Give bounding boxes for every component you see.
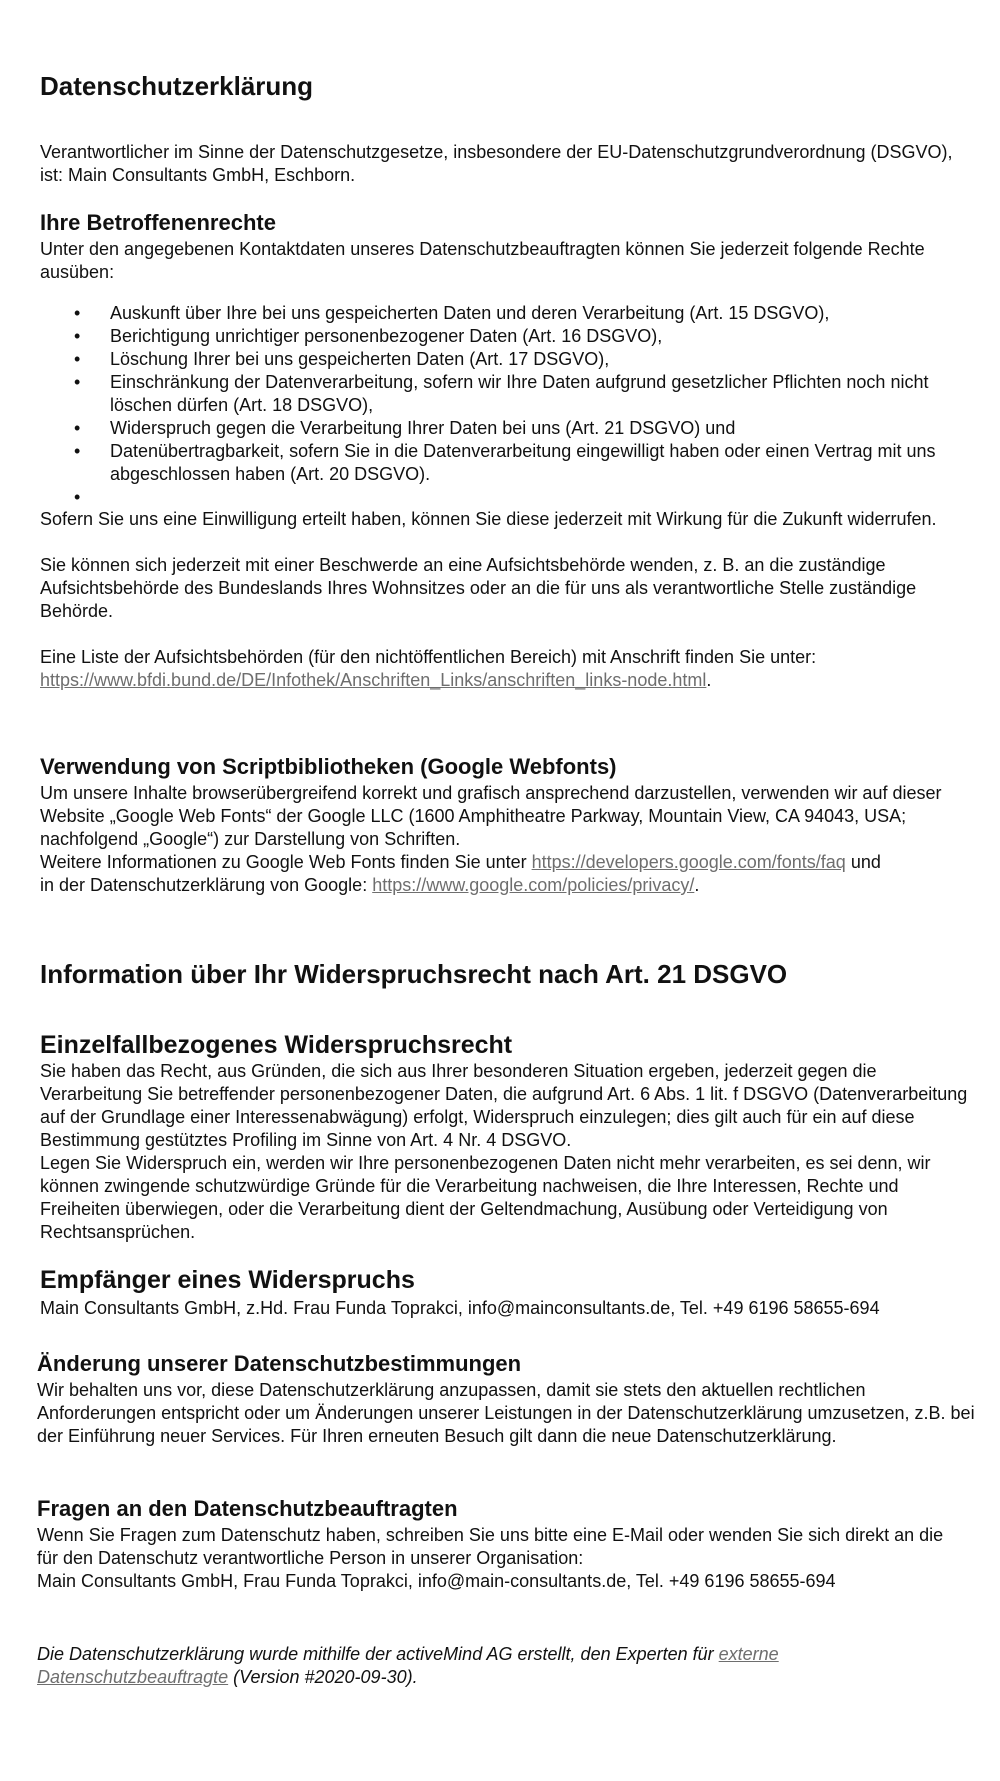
list-item-text: Datenübertragbarkeit, sofern Sie in die Datenverarbeitung eingewilligt haben oder einen Vertrag mit uns abgeschlossen haben (Art. 20 DSGVO).: [110, 441, 936, 484]
list-item: [40, 486, 970, 509]
authority-list-paragraph: [40, 646, 970, 692]
bullet: •: [74, 303, 81, 323]
list-item: [40, 325, 970, 348]
list-item: [40, 302, 970, 325]
list-item: [40, 371, 970, 417]
list-item: [40, 417, 970, 440]
bullet: •: [74, 372, 81, 392]
footer-note: [37, 1643, 937, 1689]
consent-paragraph: Sofern Sie uns eine Einwilligung erteilt haben, können Sie diese jederzeit mit Wirkung für die Zukunft widerrufen.: [40, 509, 937, 529]
page-title: Datenschutzerklärung: [40, 71, 314, 101]
complaint-paragraph: Sie können sich jederzeit mit einer Beschwerde an eine Aufsichtsbehörde wenden, z. B. an die zuständige Aufsichtsbehörde des Bundeslands Ihres Wohnsitzes oder an die für uns als verantwortliche Stelle zuständige Behörde.: [40, 555, 917, 621]
authority-list-text: Eine Liste der Aufsichtsbehörden (für den nichtöffentlichen Bereich) mit Anschrift finden Sie unter:: [40, 647, 817, 667]
list-item-text: Löschung Ihrer bei uns gespeicherten Daten (Art. 17 DSGVO),: [110, 349, 610, 369]
questions-contact: Main Consultants GmbH, Frau Funda Toprakci, info@main-consultants.de, Tel. +49 6196 58655-694: [37, 1571, 836, 1591]
changes-paragraph: Wir behalten uns vor, diese Datenschutzerklärung anzupassen, damit sie stets den aktuellen rechtlichen Anforderungen entspricht oder um Änderungen unserer Leistungen in der Datenschutzerklärung umzusetzen, z.B. bei der Einführung neuer Services. Für Ihren erneuten Besuch gilt dann die neue Datenschutzerklärung.: [37, 1380, 975, 1446]
list-item: [40, 440, 970, 486]
changes-heading: Änderung unserer Datenschutzbestimmungen: [37, 1351, 522, 1376]
google-privacy-text: in der Datenschutzerklärung von Google:: [40, 875, 373, 895]
webfonts-more-text: Weitere Informationen zu Google Web Fonts finden Sie unter https://developers.google.com/fonts/faq und: [40, 852, 881, 872]
objection-subheading: Einzelfallbezogenes Widerspruchsrecht: [40, 1031, 513, 1059]
webfonts-more-info: Weitere Informationen zu Google Web Fonts finden Sie unter https://developers.google.com/fonts/faq und in der Datenschutzerklärung von Google: https://www.google.com/policies/privacy/.: [40, 852, 881, 895]
recipient-heading: Empfänger eines Widerspruchs: [40, 1266, 415, 1294]
footer-text: Die Datenschutzerklärung wurde mithilfe der activeMind AG erstellt, den Experten für: [37, 1644, 719, 1664]
objection-paragraph-2: Legen Sie Widerspruch ein, werden wir Ihre personenbezogenen Daten nicht mehr verarbeiten, es sei denn, wir können zwingende schutzwürdige Gründe für die Verarbeitung nachweisen, die Ihre Interessen, Rechte und Freiheiten überwiegen, oder die Verarbeitung dient der Geltendmachung, Ausübung oder Verteidigung von Rechtsansprüchen.: [40, 1153, 931, 1242]
rights-heading: Ihre Betroffenenrechte: [40, 210, 276, 235]
bullet: •: [74, 487, 81, 507]
questions-heading: Fragen an den Datenschutzbeauftragten: [37, 1496, 458, 1521]
questions-paragraph: Wenn Sie Fragen zum Datenschutz haben, schreiben Sie uns bitte eine E-Mail oder wenden Sie sich direkt an die für den Datenschutz verantwortliche Person in unserer Organisation:: [37, 1525, 944, 1568]
footer-version: (Version #2020-09-30).: [228, 1667, 418, 1687]
objection-paragraph-1: Sie haben das Recht, aus Gründen, die sich aus Ihrer besonderen Situation ergeben, jederzeit gegen die Verarbeitung Sie betreffender personenbezogener Daten, die aufgrund Art. 6 Abs. 1 lit. f DSGVO (Datenverarbeitung auf der Grundlage einer Interessenabwägung) erfolgt, Widerspruch einzulegen; dies gilt auch für ein auf diese Bestimmung gestütztes Profiling im Sinne von Art. 4 Nr. 4 DSGVO.: [40, 1061, 968, 1150]
period: .: [706, 670, 712, 690]
recipient-text: Main Consultants GmbH, z.Hd. Frau Funda Toprakci, info@mainconsultants.de, Tel. +49 6196 58655-694: [40, 1298, 880, 1318]
bullet: •: [74, 326, 81, 346]
bfdi-link[interactable]: https://www.bfdi.bund.de/DE/Infothek/Anschriften_Links/anschriften_links-node.html: [40, 670, 707, 690]
rights-list: [40, 302, 970, 509]
intro-paragraph: Verantwortlicher im Sinne der Datenschutzgesetze, insbesondere der EU-Datenschutzgrundverordnung (DSGVO), ist: Main Consultants GmbH, Eschborn.: [40, 142, 953, 185]
list-item-text: Auskunft über Ihre bei uns gespeicherten Daten und deren Verarbeitung (Art. 15 DSGVO),: [110, 303, 830, 323]
objection-heading: Information über Ihr Widerspruchsrecht nach Art. 21 DSGVO: [40, 959, 788, 989]
bullet: •: [74, 349, 81, 369]
external-dpo-link[interactable]: externe Datenschutzbeauftragte: [37, 1644, 779, 1687]
list-item-text: Berichtigung unrichtiger personenbezogener Daten (Art. 16 DSGVO),: [110, 326, 663, 346]
google-privacy-link[interactable]: https://www.google.com/policies/privacy/: [372, 875, 695, 895]
webfonts-paragraph: Um unsere Inhalte browserübergreifend korrekt und grafisch ansprechend darzustellen, verwenden wir auf dieser Website „Google Web Fonts“ der Google LLC (1600 Amphitheatre Parkway, Mountain View, CA 94043, USA; nachfolgend „Google“) zur Darstellung von Schriften.: [40, 783, 942, 849]
webfonts-heading: Verwendung von Scriptbibliotheken (Google Webfonts): [40, 754, 617, 779]
list-item-text: Einschränkung der Datenverarbeitung, sofern wir Ihre Daten aufgrund gesetzlicher Pflichten noch nicht löschen dürfen (Art. 18 DSGVO),: [110, 372, 929, 415]
bullet: •: [74, 441, 81, 461]
rights-lead: Unter den angegebenen Kontaktdaten unseres Datenschutzbeauftragten können Sie jederzeit folgende Rechte ausüben:: [40, 239, 925, 282]
google-fonts-faq-link[interactable]: https://developers.google.com/fonts/faq: [531, 852, 846, 872]
list-item-text: Widerspruch gegen die Verarbeitung Ihrer Daten bei uns (Art. 21 DSGVO) und: [110, 418, 736, 438]
bullet: •: [74, 418, 81, 438]
list-item: [40, 348, 970, 371]
